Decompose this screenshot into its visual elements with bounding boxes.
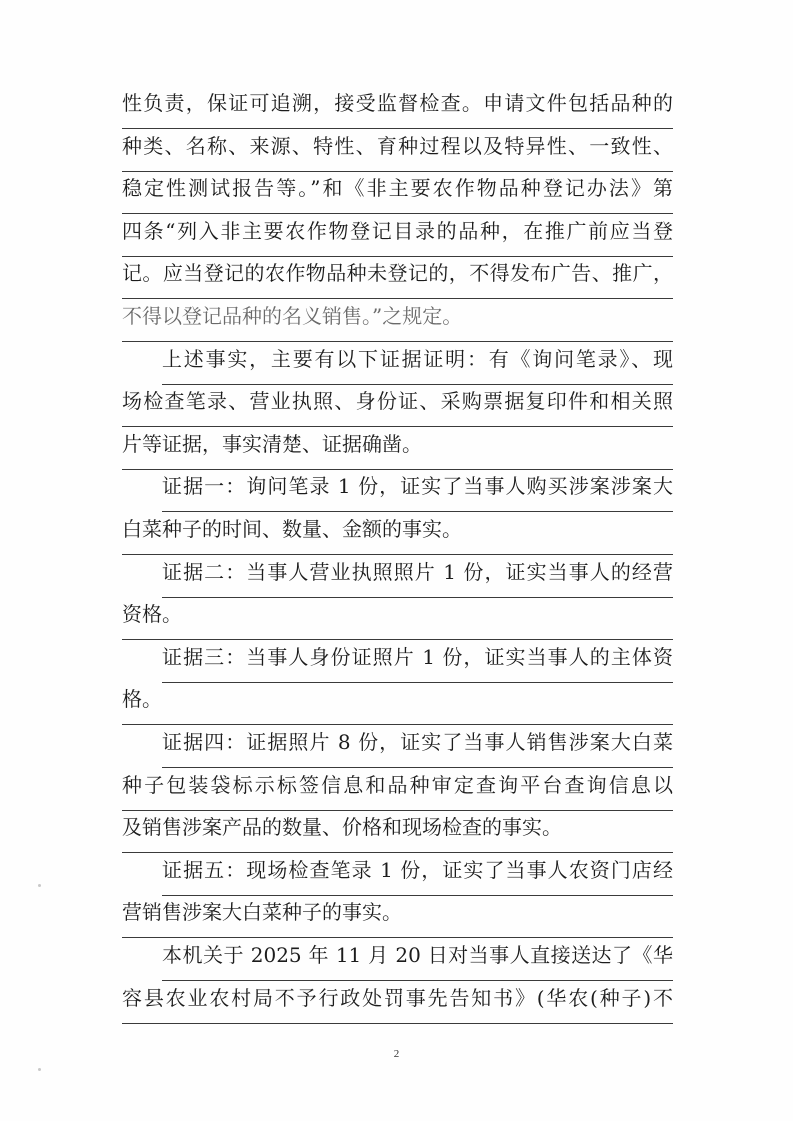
text-line: [122, 429, 673, 470]
text-line: [122, 173, 673, 214]
text-line: [122, 131, 673, 172]
text-line: [122, 514, 673, 555]
line-text: 四条“列入非主要农作物登记目录的品种，在推广前应当登: [122, 219, 673, 243]
text-line: [162, 727, 673, 768]
text-line: [162, 855, 673, 896]
scan-speck: [38, 1068, 41, 1071]
line-text: 营销售涉案大白菜种子的事实。: [122, 900, 402, 924]
line-text: 记。应当登记的农作物品种未登记的，不得发布广告、推广，: [122, 261, 673, 285]
line-text: 格。: [122, 687, 162, 711]
text-line: [122, 897, 673, 938]
text-line: [122, 301, 673, 342]
text-line: [162, 940, 673, 981]
scan-speck: [38, 884, 41, 887]
text-line: [122, 88, 673, 129]
line-text: 片等证据，事实清楚、证据确凿。: [122, 432, 422, 456]
line-text: 场检查笔录、营业执照、身份证、采购票据复印件和相关照: [122, 389, 673, 413]
line-text: 容县农业农村局不予行政处罚事先告知书》(华农(种子)不: [122, 986, 673, 1010]
line-text: 证据五：现场检查笔录 1 份，证实了当事人农资门店经: [162, 858, 673, 882]
text-line: [122, 386, 673, 427]
text-line: [122, 983, 673, 1024]
text-line: [122, 684, 673, 725]
line-text: 资格。: [122, 602, 182, 626]
line-text: 证据一：询问笔录 1 份，证实了当事人购买涉案涉案大: [162, 474, 673, 498]
text-line: [122, 216, 673, 257]
line-text: 及销售涉案产品的数量、价格和现场检查的事实。: [122, 815, 562, 839]
line-text: 白菜种子的时间、数量、金额的事实。: [122, 517, 462, 541]
line-text: 不得以登记品种的名义销售。”之规定。: [122, 304, 463, 328]
text-line: [122, 770, 673, 811]
line-text: 证据三：当事人身份证照片 1 份，证实当事人的主体资: [162, 645, 673, 669]
line-text: 本机关于 2025 年 11 月 20 日对当事人直接送达了《华: [162, 943, 673, 967]
line-text: 稳定性测试报告等。”和《非主要农作物品种登记办法》第: [122, 176, 673, 200]
text-line: [122, 258, 673, 299]
text-line: [122, 599, 673, 640]
text-line: [162, 557, 673, 598]
text-line: [162, 642, 673, 683]
page-number: 2: [393, 1048, 400, 1060]
line-text: 证据二：当事人营业执照照片 1 份，证实当事人的经营: [162, 560, 673, 584]
line-text: 上述事实，主要有以下证据证明：有《询问笔录》、现: [162, 347, 673, 371]
text-line: [122, 812, 673, 853]
text-line: [162, 471, 673, 512]
line-text: 种类、名称、来源、特性、育种过程以及特异性、一致性、: [122, 134, 673, 158]
line-text: 种子包装袋标示标签信息和品种审定查询平台查询信息以: [122, 773, 673, 797]
line-text: 性负责，保证可追溯，接受监督检查。申请文件包括品种的: [122, 91, 673, 115]
text-line: [162, 344, 673, 385]
line-text: 证据四：证据照片 8 份，证实了当事人销售涉案大白菜: [162, 730, 673, 754]
